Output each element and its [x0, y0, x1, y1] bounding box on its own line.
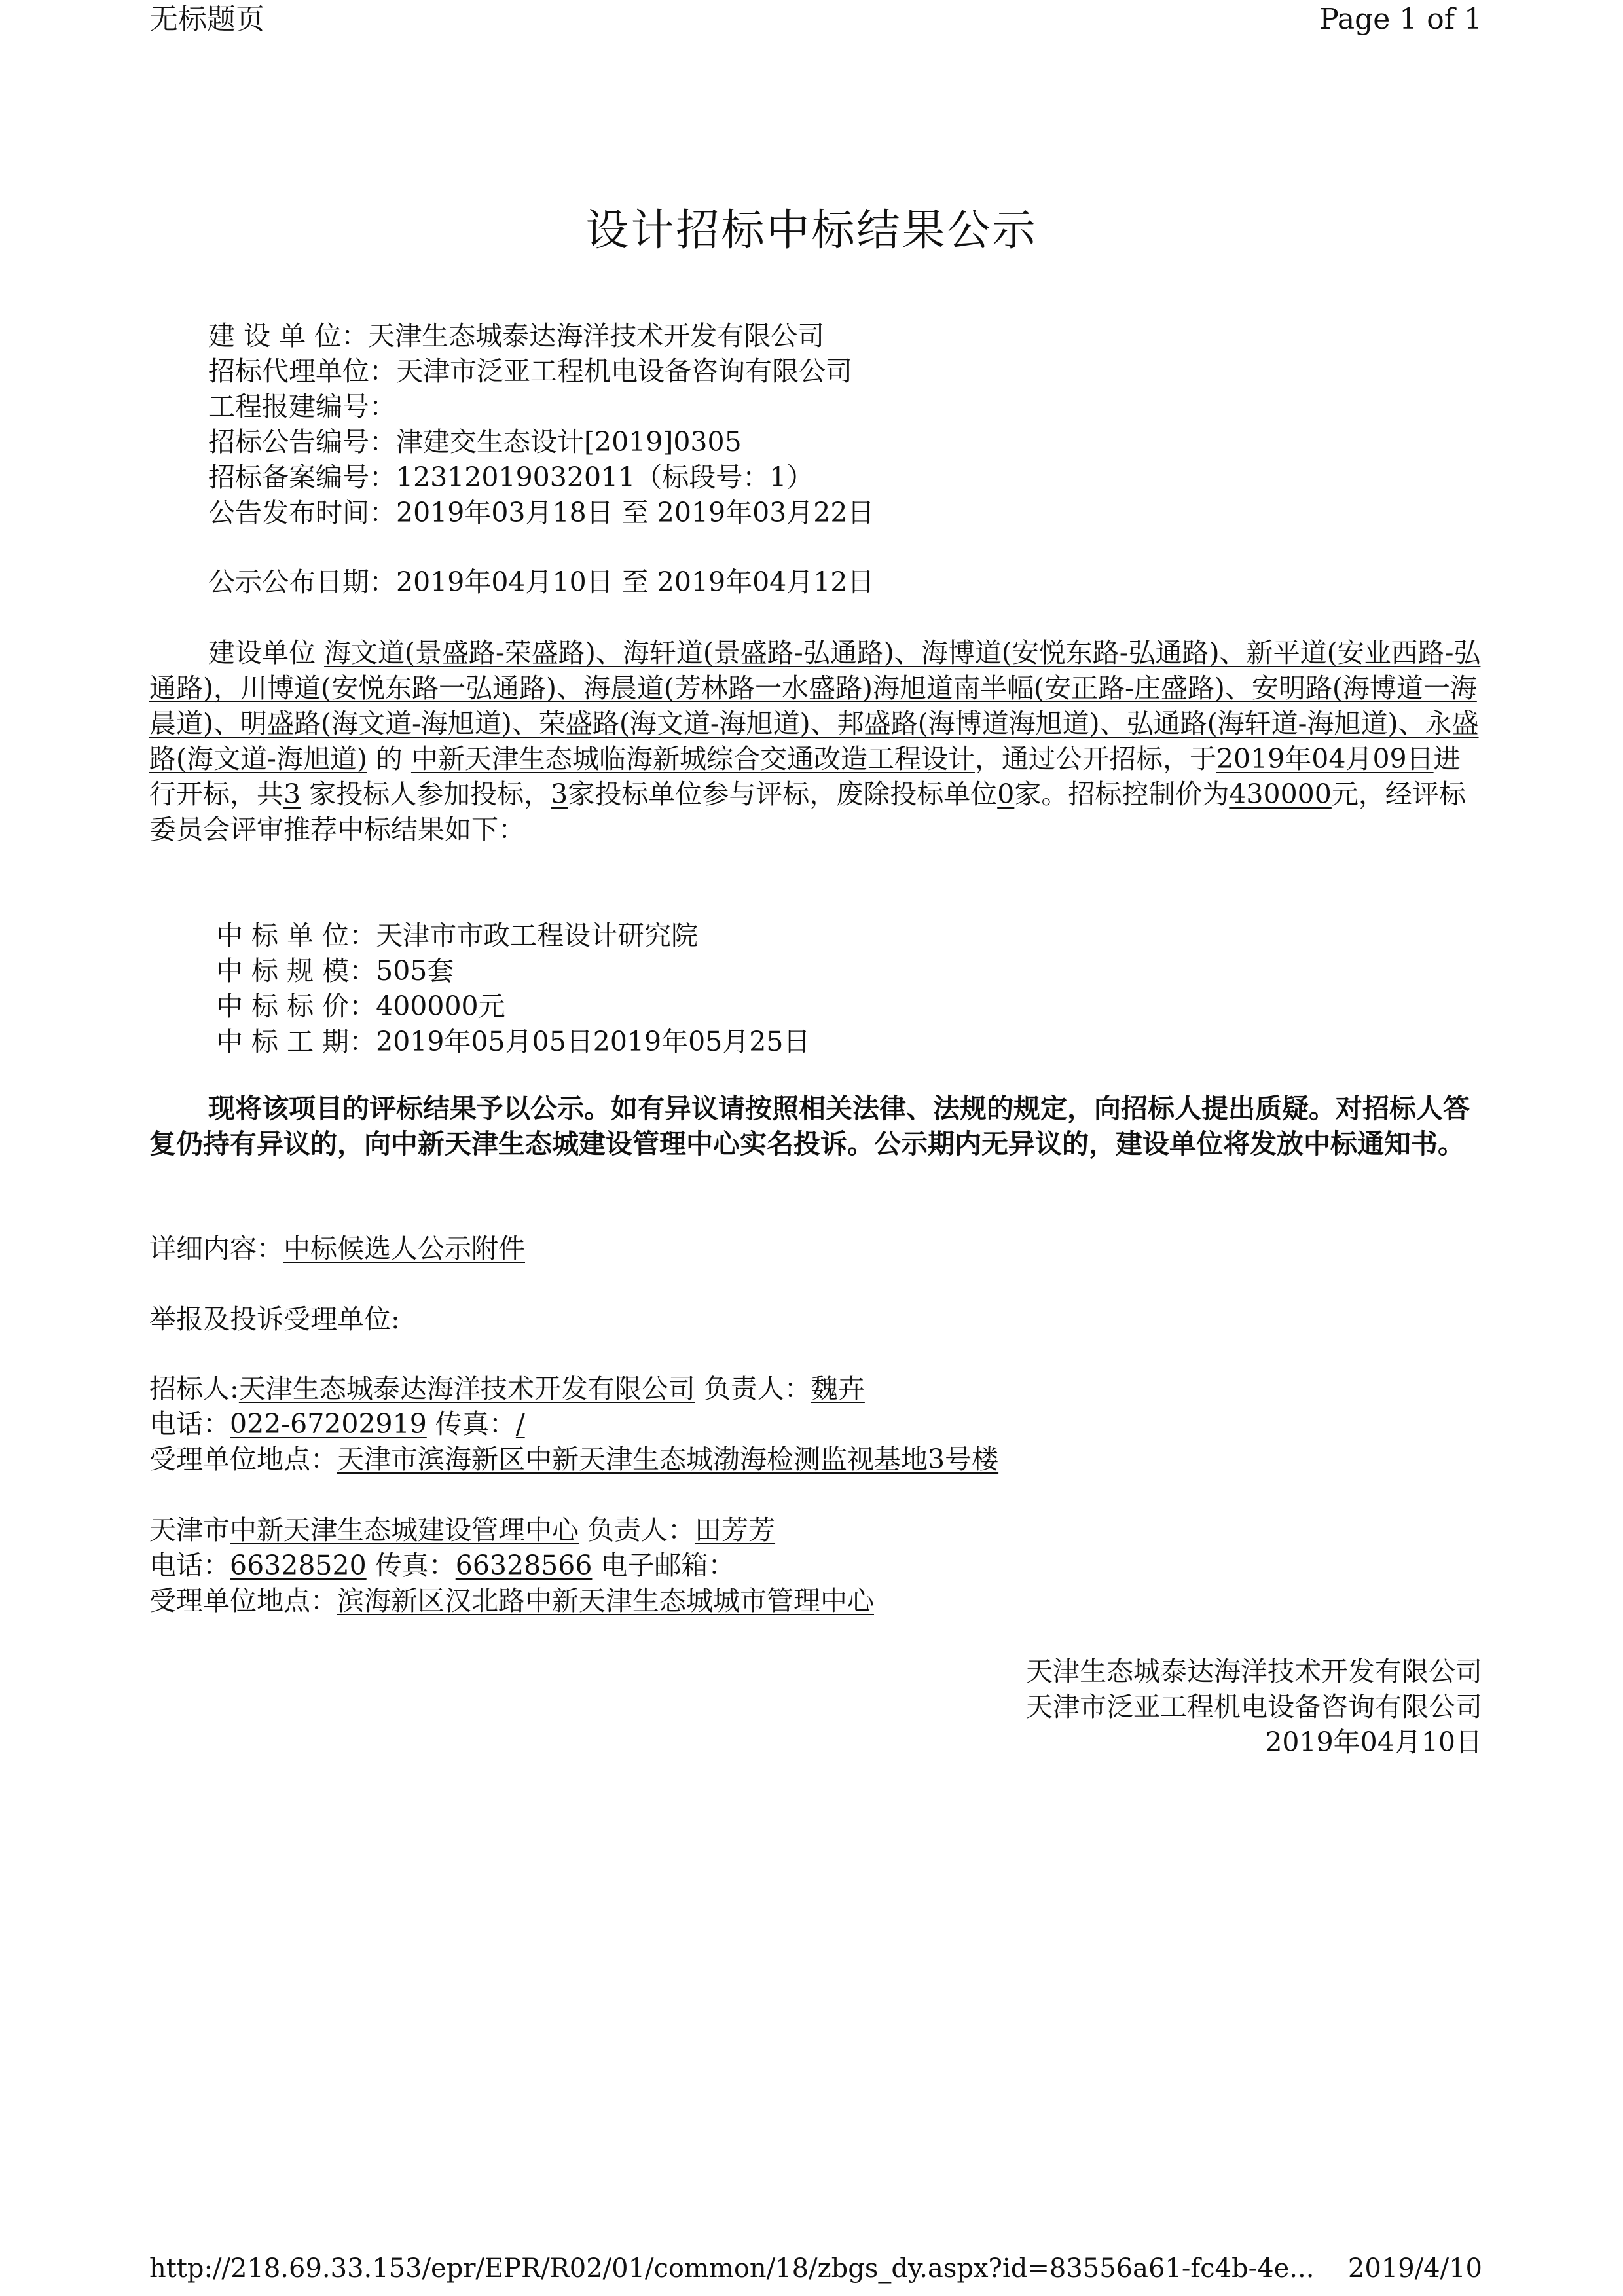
tenderer-contact-row — [149, 1406, 998, 1442]
info-value: 2019年03月18日 至 2019年03月22日 — [396, 497, 875, 528]
authority-address-row — [149, 1583, 874, 1618]
signature-org: 天津生态城泰达海洋技术开发有限公司 — [1026, 1656, 1482, 1687]
authority-phone: 66328520 — [230, 1550, 367, 1581]
person-label: 负责人： — [579, 1514, 695, 1546]
info-label: 招标备案编号： — [208, 462, 396, 493]
participant-count: 3 — [551, 778, 568, 810]
disqualified-count: 0 — [997, 778, 1015, 810]
para-text: 的 — [375, 743, 403, 774]
authority-fax: 66328566 — [455, 1550, 593, 1581]
authority-prefix: 天津市 — [149, 1514, 230, 1546]
para-text: 进行开标，共 — [149, 743, 1461, 810]
page-header-title: 无标题页 — [149, 3, 264, 36]
phone-label: 电话： — [149, 1550, 230, 1581]
info-value: 12312019032011（标段号：1） — [396, 462, 814, 493]
para-text: 家投标单位参与评标，废除投标单位 — [568, 778, 998, 810]
winner-label: 中 标 规 模： — [216, 955, 376, 987]
authority-row — [149, 1512, 874, 1548]
info-row — [208, 460, 874, 495]
control-price: 430000 — [1229, 778, 1332, 810]
info-label: 招标公告编号： — [208, 426, 396, 458]
winner-label: 中 标 标 价： — [216, 991, 376, 1022]
info-row — [208, 424, 874, 460]
address-label: 受理单位地点： — [149, 1444, 337, 1475]
authority-block — [149, 1512, 874, 1618]
complaint-title: 举报及投诉受理单位: — [149, 1303, 400, 1335]
address-label: 受理单位地点： — [149, 1585, 337, 1616]
publicity-label: 公示公布日期： — [208, 566, 396, 598]
footer-url: http://218.69.33.153/epr/EPR/R02/01/common/18/zbgs_dy.aspx?id=83556a61-fc4b-4e... — [149, 2253, 1315, 2284]
para-text: 元，经评标委员会评审推荐中标结果如下： — [149, 778, 1466, 845]
detail-label: 详细内容： — [149, 1233, 283, 1264]
attachment-link[interactable]: 中标候选人公示附件 — [283, 1233, 525, 1264]
authority-name: 中新天津生态城建设管理中心 — [230, 1514, 579, 1546]
info-row — [208, 389, 874, 424]
info-row — [208, 354, 874, 389]
info-value: 津建交生态设计[2019]0305 — [396, 426, 742, 458]
winner-value: 400000元 — [376, 991, 505, 1022]
publicity-date — [208, 564, 874, 600]
info-label: 建 设 单 位： — [208, 320, 369, 352]
page-title: 设计招标中标结果公示 — [585, 205, 1038, 255]
bidder-count: 3 — [283, 778, 301, 810]
para-text: 家。招标控制价为 — [1014, 778, 1230, 810]
authority-address: 滨海新区汉北路中新天津生态城城市管理中心 — [337, 1585, 874, 1616]
winner-row — [216, 953, 810, 989]
winner-block — [216, 918, 810, 1059]
info-label: 招标代理单位： — [208, 355, 396, 387]
info-row — [208, 495, 874, 530]
para-text: ，通过公开招标，于 — [974, 743, 1216, 774]
tenderer-address: 天津市滨海新区中新天津生态城渤海检测监视基地3号楼 — [337, 1444, 999, 1475]
page-number: Page 1 of 1 — [1319, 3, 1482, 36]
objection-notice: 现将该项目的评标结果予以公示。如有异议请按照相关法律、法规的规定，向招标人提出质疑。对招标人答复仍持有异议的，向中新天津生态城建设管理中心实名投诉。公示期内无异议的，建设单位将发放中标通知书。 — [149, 1093, 1470, 1159]
winner-row — [216, 918, 810, 953]
winner-value: 2019年05月05日2019年05月25日 — [376, 1026, 811, 1057]
tenderer-block — [149, 1371, 998, 1477]
winner-row — [216, 989, 810, 1024]
result-paragraph — [149, 635, 1485, 847]
authority-person: 田芳芳 — [695, 1514, 776, 1546]
info-row — [208, 318, 874, 354]
tenderer-phone: 022-67202919 — [230, 1408, 427, 1440]
info-value: 天津生态城泰达海洋技术开发有限公司 — [368, 320, 825, 352]
winner-value: 505套 — [376, 955, 454, 987]
phone-label: 电话： — [149, 1408, 230, 1440]
fax-label: 传真： — [366, 1550, 456, 1581]
authority-contact-row — [149, 1548, 874, 1583]
signature-org: 天津市泛亚工程机电设备咨询有限公司 — [1026, 1691, 1482, 1722]
detail-row — [149, 1231, 525, 1266]
project-name: 中新天津生态城临海新城综合交通改造工程设计 — [410, 743, 975, 774]
publicity-value: 2019年04月10日 至 2019年04月12日 — [396, 566, 875, 598]
tenderer-address-row — [149, 1442, 998, 1477]
winner-row — [216, 1024, 810, 1059]
signature-date: 2019年04月10日 — [1265, 1726, 1482, 1758]
winner-value: 天津市市政工程设计研究院 — [376, 920, 699, 951]
tenderer-fax: / — [515, 1408, 525, 1440]
tenderer-person: 魏卉 — [811, 1373, 865, 1404]
winner-label: 中 标 单 位： — [216, 920, 376, 951]
tenderer-row — [149, 1371, 998, 1406]
info-label: 工程报建编号： — [208, 391, 396, 422]
info-block — [208, 318, 874, 530]
fax-label: 传真： — [426, 1408, 516, 1440]
open-date: 2019年04月09日 — [1216, 743, 1434, 774]
footer-date: 2019/4/10 — [1347, 2253, 1482, 2284]
tenderer-label: 招标人: — [149, 1373, 239, 1404]
person-label: 负责人： — [695, 1373, 811, 1404]
info-label: 公告发布时间： — [208, 497, 396, 528]
winner-label: 中 标 工 期： — [216, 1026, 376, 1057]
signature-block — [1026, 1654, 1482, 1760]
tenderer-name: 天津生态城泰达海洋技术开发有限公司 — [238, 1373, 695, 1404]
para-text: 家投标人参加投标， — [301, 778, 551, 810]
road-list: 海文道(景盛路-荣盛路)、海轩道(景盛路-弘通路)、海博道(安悦东路-弘通路)、新平道(安业西路-弘通路)，川博道(安悦东路一弘通路)、海晨道(芳林路一水盛路)海旭道南半幅(安正路-庄盛路)、安明路(海博道一海晨道)、明盛路(海文道-海旭道)、荣盛路(海文道-海旭道)、邦盛路(海博道海旭道)、弘通路(海轩道-海旭道)、永盛路(海文道-海旭道) — [149, 637, 1481, 774]
email-label: 电子邮箱： — [592, 1550, 735, 1581]
para-text: 建设单位 — [208, 637, 316, 668]
info-value: 天津市泛亚工程机电设备咨询有限公司 — [396, 355, 852, 387]
